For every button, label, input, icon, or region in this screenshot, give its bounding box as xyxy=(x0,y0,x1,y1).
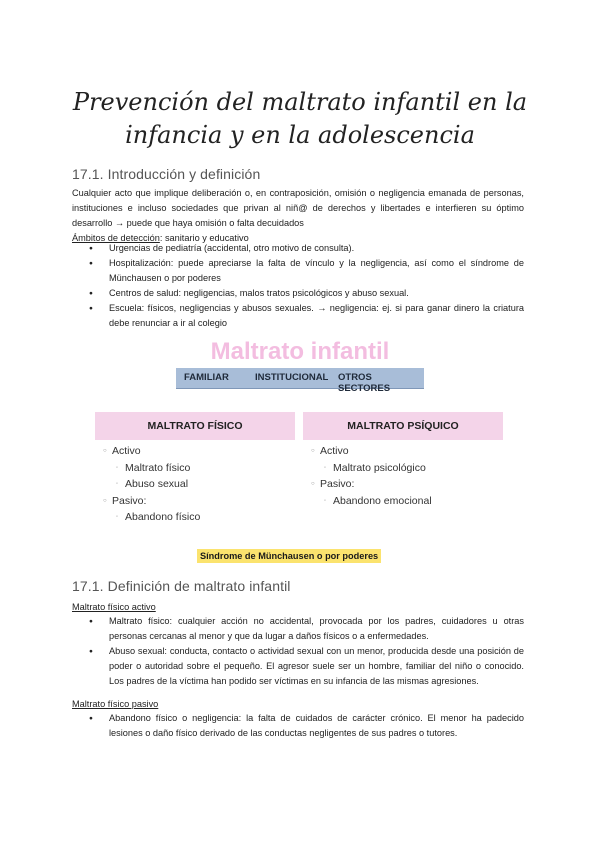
tree-item xyxy=(311,493,432,510)
group-label-passive: Maltrato físico pasivo xyxy=(72,699,159,709)
tree-item xyxy=(103,443,200,460)
munchausen-highlight: Síndrome de Münchausen o por poderes xyxy=(197,549,381,563)
category-familiar: FAMILIAR xyxy=(184,372,229,383)
physical-abuse-tree xyxy=(103,443,200,526)
tree-label: Maltrato físico xyxy=(125,461,191,474)
diagram-title: Maltrato infantil xyxy=(210,338,390,365)
tree-label: Activo xyxy=(112,445,141,457)
intro-text: Cualquier acto que implique deliberación o, en contraposición, omisión o negligencia emanada de personas, instituciones e incluso sociedades que privan al niñ@ de derechos y libertades e interfieren su óptimo desarrollo → puede que haya omisión o falta decuidados xyxy=(72,188,524,228)
list-item: ● Hospitalización: puede apreciarse la falta de vínculo y la negligencia, así como el síndrome de Münchausen o por poderes xyxy=(72,256,524,286)
list-item: ● Maltrato físico: cualquier acción no accidental, provocada por los padres, cuidadores u otras personas cercanas al menor y que da lugar a daños físicos o a enfermedades. xyxy=(72,614,524,644)
bullet-icon: ○ xyxy=(311,481,315,487)
tree-label: Abandono emocional xyxy=(333,494,432,507)
active-abuse-list xyxy=(72,614,524,689)
psychological-abuse-tree xyxy=(311,443,432,509)
physical-abuse-box: MALTRATO FÍSICO xyxy=(95,412,295,440)
category-otros-sectores: OTROS SECTORES xyxy=(338,372,391,394)
tree-label: Abuso sexual xyxy=(125,478,189,490)
passive-abuse-list xyxy=(72,711,524,741)
tree-label: Pasivo: xyxy=(112,494,147,507)
bullet-icon: ◦ xyxy=(324,497,327,504)
category-bar xyxy=(176,368,424,394)
detection-list xyxy=(72,241,524,331)
bullet-icon: ◦ xyxy=(116,481,119,487)
intro-paragraph xyxy=(72,186,524,246)
bullet-icon: ○ xyxy=(311,448,315,454)
bullet-icon: ◦ xyxy=(116,514,119,520)
tree-label: Maltrato psicológico xyxy=(333,461,426,474)
bullet-icon: ○ xyxy=(103,448,107,454)
psychological-abuse-box: MALTRATO PSÍQUICO xyxy=(303,412,503,440)
tree-item xyxy=(103,493,200,510)
bullet-icon: ◦ xyxy=(116,464,119,471)
tree-item xyxy=(311,460,432,477)
ambitos-label: Ámbitos de detección xyxy=(72,233,160,243)
tree-item xyxy=(311,476,432,493)
tree-item xyxy=(103,509,200,526)
list-item: ● Abandono físico o negligencia: la falta de cuidados de carácter crónico. El menor ha padecido lesiones o daño físico derivado de las conductas negligentes de sus padres o tutores. xyxy=(72,711,524,741)
bullet-icon: ○ xyxy=(103,497,107,504)
section-heading-definition: 17.1. Definición de maltrato infantil xyxy=(72,578,291,594)
list-item: ● Abuso sexual: conducta, contacto o actividad sexual con un menor, producida desde una posición de poder o autoridad sobre el pequeño. El agresor suele ser un hombre, familiar del niño o conocido. Los padres de la víctima han podido ser víctimas en su infancia de las mismas agresiones. xyxy=(72,644,524,689)
group-label-active: Maltrato físico activo xyxy=(72,602,156,612)
tree-label: Activo xyxy=(320,445,349,457)
list-item: ● Centros de salud: negligencias, malos tratos psicológicos y abuso sexual. xyxy=(72,286,524,301)
tree-item xyxy=(103,476,200,493)
tree-label: Pasivo: xyxy=(320,478,355,490)
bullet-icon: ◦ xyxy=(324,464,327,471)
category-institucional: INSTITUCIONAL xyxy=(255,372,329,383)
list-item: ● Escuela: físicos, negligencias y abusos sexuales. → negligencia: ej. si para ganar dinero la criatura debe renunciar a ir al colegio xyxy=(72,301,524,331)
tree-item xyxy=(103,460,200,477)
ambitos-value: : sanitario y educativo xyxy=(159,233,249,243)
section-heading-intro: 17.1. Introducción y definición xyxy=(72,166,261,182)
list-item: ● Urgencias de pediatría (accidental, otro motivo de consulta). xyxy=(72,241,524,256)
tree-label: Abandono físico xyxy=(125,511,201,523)
tree-item xyxy=(311,443,432,460)
page-title: Prevención del maltrato infantil en la infancia y en la adolescencia xyxy=(72,88,528,149)
